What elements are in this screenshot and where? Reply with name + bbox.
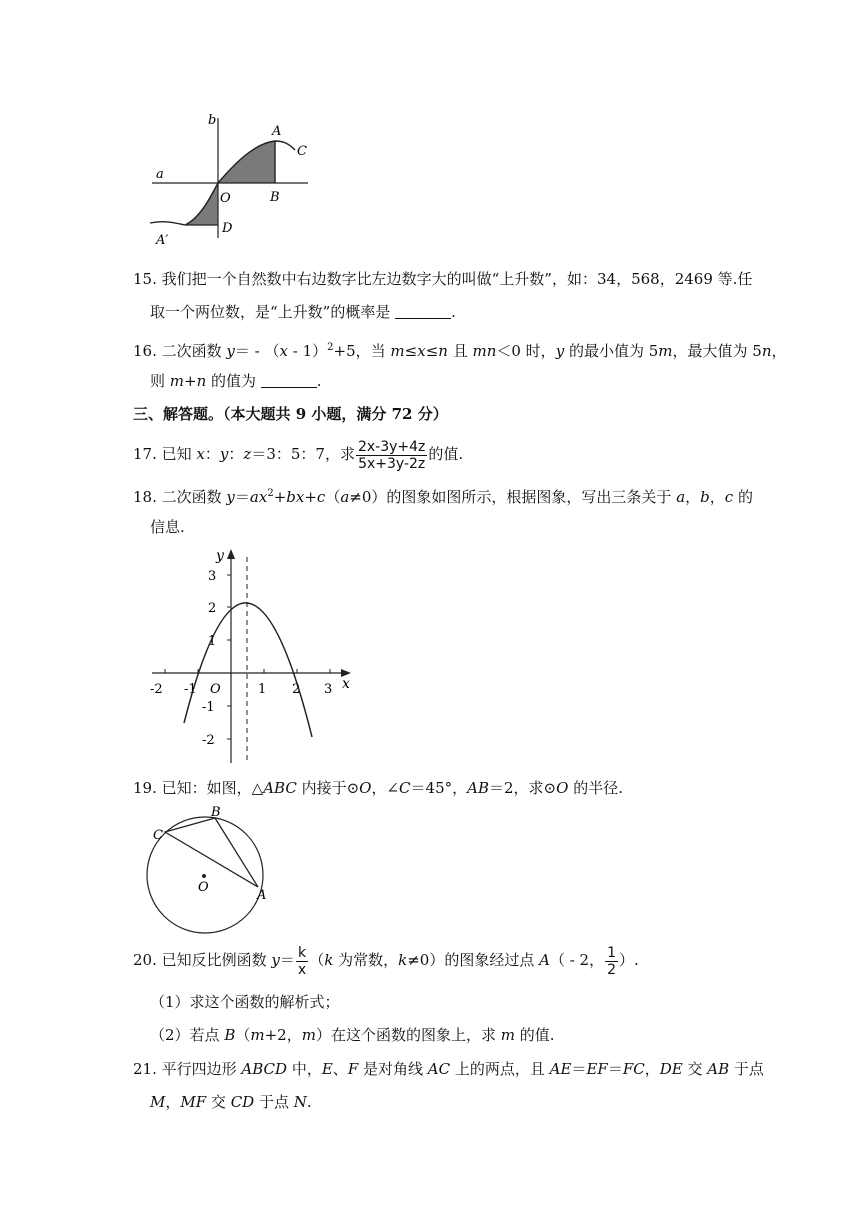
q18-t: ＝	[234, 488, 250, 506]
q18-var: a	[340, 488, 350, 506]
q16-t: ，	[771, 342, 787, 360]
q18-t: 的	[733, 488, 753, 506]
q20-fraction-half	[605, 945, 618, 978]
label-b: b	[208, 113, 217, 128]
q16-line1	[133, 338, 787, 361]
q18-var: ax	[249, 488, 268, 506]
q16-var: m	[658, 342, 673, 360]
q17-var: z	[243, 445, 252, 463]
shaded-region-left	[185, 183, 218, 225]
triangle-ABC	[165, 818, 258, 887]
q21-t: 于点	[254, 1093, 294, 1111]
q18-line2: 信息.	[150, 518, 185, 536]
y-tick-label-3: 3	[208, 569, 217, 584]
section-heading: 三、解答题。（本大题共 9 小题，满分 72 分）	[133, 405, 448, 423]
q16-t: .	[316, 372, 322, 390]
x-axis-label: x	[342, 676, 350, 692]
q18-t: ≠0）的图象如图所示，根据图象，写出三条关于	[349, 488, 677, 506]
q16-t: 的值为	[206, 372, 261, 390]
q20-var: k	[398, 951, 408, 969]
label-O: O	[220, 191, 231, 206]
y-axis-label: y	[216, 548, 224, 564]
label-a: a	[156, 167, 164, 182]
q16-var: n	[438, 342, 448, 360]
q18-t: （	[325, 488, 341, 506]
x-tick-label-3: 3	[324, 682, 333, 697]
q20-fraction-k-over-x	[296, 945, 308, 978]
q20-t: ）在这个函数的图象上，求	[315, 1026, 501, 1044]
q16-var: x	[417, 342, 426, 360]
q18-line1	[133, 484, 753, 507]
figure-parabola-graph	[140, 545, 360, 770]
q21-t: .	[306, 1093, 312, 1111]
q18-var: b	[700, 488, 710, 506]
q20-var: m	[301, 1026, 316, 1044]
q16-t: +5，当	[333, 342, 391, 360]
q21-var: F	[347, 1060, 359, 1078]
q18-var: a	[676, 488, 686, 506]
q20-part2	[150, 1025, 555, 1045]
q16-t: 二次函数	[161, 342, 227, 360]
q15-text2: 取一个两位数，是“上升数”的概率是	[150, 303, 396, 321]
y-tick-label-1: 1	[208, 634, 217, 649]
q18-var: c	[316, 488, 326, 506]
q21-var: E	[321, 1060, 333, 1078]
q21-var: CD	[230, 1093, 255, 1111]
q16-var: mn	[472, 342, 497, 360]
q17-var: x	[196, 445, 205, 463]
shaded-region-right	[218, 141, 275, 183]
q20-var: m	[250, 1026, 265, 1044]
answer-blank[interactable]	[395, 304, 451, 319]
q20-part1: （1）求这个函数的解析式；	[150, 993, 340, 1011]
q15-text1: 我们把一个自然数中右边数字比左边数字大的叫做“上升数”，如：34，568，2469 等.任	[161, 270, 753, 288]
q21-line2	[150, 1092, 312, 1112]
label-A: A	[272, 124, 282, 139]
q21-t: 是对角线	[358, 1060, 428, 1078]
q21-var: M	[150, 1093, 166, 1111]
y-tick-label-2: 2	[208, 601, 217, 616]
label-D: D	[222, 221, 233, 236]
q20-t: +2，	[264, 1026, 302, 1044]
q19-var: ABC	[263, 779, 297, 797]
q19-var: O	[556, 779, 569, 797]
q21-t: 交	[206, 1093, 231, 1111]
q20-t: 的值.	[514, 1026, 555, 1044]
q19-line	[133, 778, 623, 798]
q18-sup: 2	[267, 488, 274, 499]
q20-var: B	[224, 1026, 236, 1044]
q16-var: y	[555, 342, 565, 360]
q20-var: m	[500, 1026, 515, 1044]
x-tick-label-neg1: -1	[184, 682, 197, 697]
q20-t: （	[309, 951, 325, 969]
q19-t: 已知：如图，△	[161, 779, 264, 797]
q18-var: y	[226, 488, 235, 506]
q20-t: ≠0）的图象经过点	[407, 951, 540, 969]
q20-t: ）.	[619, 951, 639, 969]
q17-fraction	[356, 439, 427, 472]
q16-var: n	[761, 342, 772, 360]
q18-t: 二次函数	[161, 488, 227, 506]
q21-line1	[133, 1059, 764, 1079]
q21-var: AB	[707, 1060, 730, 1078]
q18-var: c	[724, 488, 734, 506]
fraction-denominator: 2	[607, 961, 617, 978]
q20-t: ＝	[279, 951, 295, 969]
origin-label: O	[210, 682, 221, 697]
q16-var: m+n	[169, 372, 207, 390]
q21-t: 上的两点，且	[450, 1060, 550, 1078]
fraction-numerator: 2x-3y+4z	[357, 438, 426, 455]
q15-line1	[133, 269, 752, 289]
q21-t: ，	[644, 1060, 660, 1078]
q19-t: 内接于⊙	[296, 779, 360, 797]
q16-line2	[150, 371, 322, 391]
fraction-numerator: k	[298, 944, 307, 961]
q17-number: 17.	[133, 445, 157, 463]
q16-number: 16.	[133, 342, 157, 360]
center-dot	[202, 874, 206, 878]
q16-t: 且	[447, 342, 473, 360]
q20-t: （ - 2，	[549, 951, 605, 969]
q21-t: ，	[165, 1093, 181, 1111]
q16-sup: 2	[327, 342, 334, 353]
q16-t: ≤	[425, 342, 439, 360]
fraction-denominator: 5x+3y-2z	[358, 455, 426, 472]
answer-blank[interactable]	[261, 373, 317, 388]
q21-var: AE	[549, 1060, 572, 1078]
q19-number: 19.	[133, 779, 157, 797]
q15-number: 15.	[133, 270, 157, 288]
q19-var: C	[399, 779, 411, 797]
q21-var: EF	[586, 1060, 608, 1078]
q15-period: .	[451, 303, 456, 321]
q16-t: ＜0 时，	[496, 342, 556, 360]
q21-t: 、	[332, 1060, 348, 1078]
y-tick-label-neg2: -2	[202, 733, 215, 748]
q21-t: 交	[682, 1060, 708, 1078]
q15-line2	[150, 302, 456, 322]
q17-t: 的值.	[428, 445, 464, 463]
x-tick-label-neg2: -2	[150, 682, 163, 697]
q21-number: 21.	[133, 1060, 157, 1078]
q21-t: ＝	[607, 1060, 623, 1078]
q16-var: m	[390, 342, 405, 360]
q17-t: ：	[204, 445, 220, 463]
y-axis-arrow	[227, 549, 235, 559]
label-A-prime: A′	[156, 233, 169, 248]
q21-t: 中，	[287, 1060, 322, 1078]
fraction-denominator: x	[297, 961, 307, 978]
q16-var: x	[279, 342, 288, 360]
q20-t: 为常数，	[333, 951, 399, 969]
q17-t: ＝3：5：7，求	[251, 445, 355, 463]
label-C: C	[297, 144, 307, 159]
q16-t: 则	[150, 372, 170, 390]
label-C: C	[153, 828, 163, 843]
q20-t: （2）若点	[150, 1026, 225, 1044]
q17-var: y	[219, 445, 229, 463]
q19-var: O	[359, 779, 372, 797]
q20-t: 已知反比例函数	[161, 951, 272, 969]
q19-t: ，∠	[371, 779, 400, 797]
y-tick-label-neg1: -1	[202, 700, 215, 715]
q17-t: ：	[228, 445, 244, 463]
q21-var: AC	[427, 1060, 451, 1078]
label-B: B	[211, 805, 221, 820]
q21-t: 平行四边形	[161, 1060, 242, 1078]
q21-t: 于点	[729, 1060, 764, 1078]
x-tick-label-1: 1	[258, 682, 267, 697]
q21-t: ＝	[571, 1060, 587, 1078]
figure-shaded-curve	[140, 108, 320, 248]
parabola-curve	[184, 603, 312, 737]
label-O: O	[198, 880, 209, 895]
q19-t: 的半径.	[568, 779, 623, 797]
q18-var: bx	[286, 488, 305, 506]
q20-var: y	[271, 951, 280, 969]
q21-var: ABCD	[241, 1060, 288, 1078]
q20-var: A	[539, 951, 550, 969]
q18-number: 18.	[133, 488, 157, 506]
q20-line1	[133, 942, 639, 978]
q20-var: k	[324, 951, 334, 969]
q18-t: ，	[685, 488, 701, 506]
x-tick-label-2: 2	[292, 682, 301, 697]
q17-t: 已知	[161, 445, 197, 463]
q21-var: MF	[180, 1093, 207, 1111]
label-B: B	[270, 190, 280, 205]
q18-t: +	[273, 488, 287, 506]
q20-t: （	[235, 1026, 251, 1044]
q16-t: - 1）	[287, 342, 328, 360]
q16-var: y	[226, 342, 235, 360]
q18-t: +	[304, 488, 317, 506]
q19-t: ＝45°，	[410, 779, 468, 797]
q19-var: AB	[467, 779, 489, 797]
q18-t: ，	[709, 488, 725, 506]
q21-var: N	[293, 1093, 307, 1111]
fraction-numerator: 1	[607, 944, 617, 961]
label-A: A	[257, 888, 267, 903]
figure-circle-triangle	[140, 805, 280, 935]
q20-number: 20.	[133, 951, 157, 969]
q19-t: ＝2，求⊙	[488, 779, 557, 797]
q16-t: 的最小值为 5	[564, 342, 659, 360]
q21-var: FC	[622, 1060, 645, 1078]
q16-t: ＝ - （	[234, 342, 280, 360]
q16-t: ，最大值为 5	[672, 342, 762, 360]
q17-line	[133, 436, 463, 472]
q16-t: ≤	[404, 342, 418, 360]
q21-var: DE	[659, 1060, 683, 1078]
